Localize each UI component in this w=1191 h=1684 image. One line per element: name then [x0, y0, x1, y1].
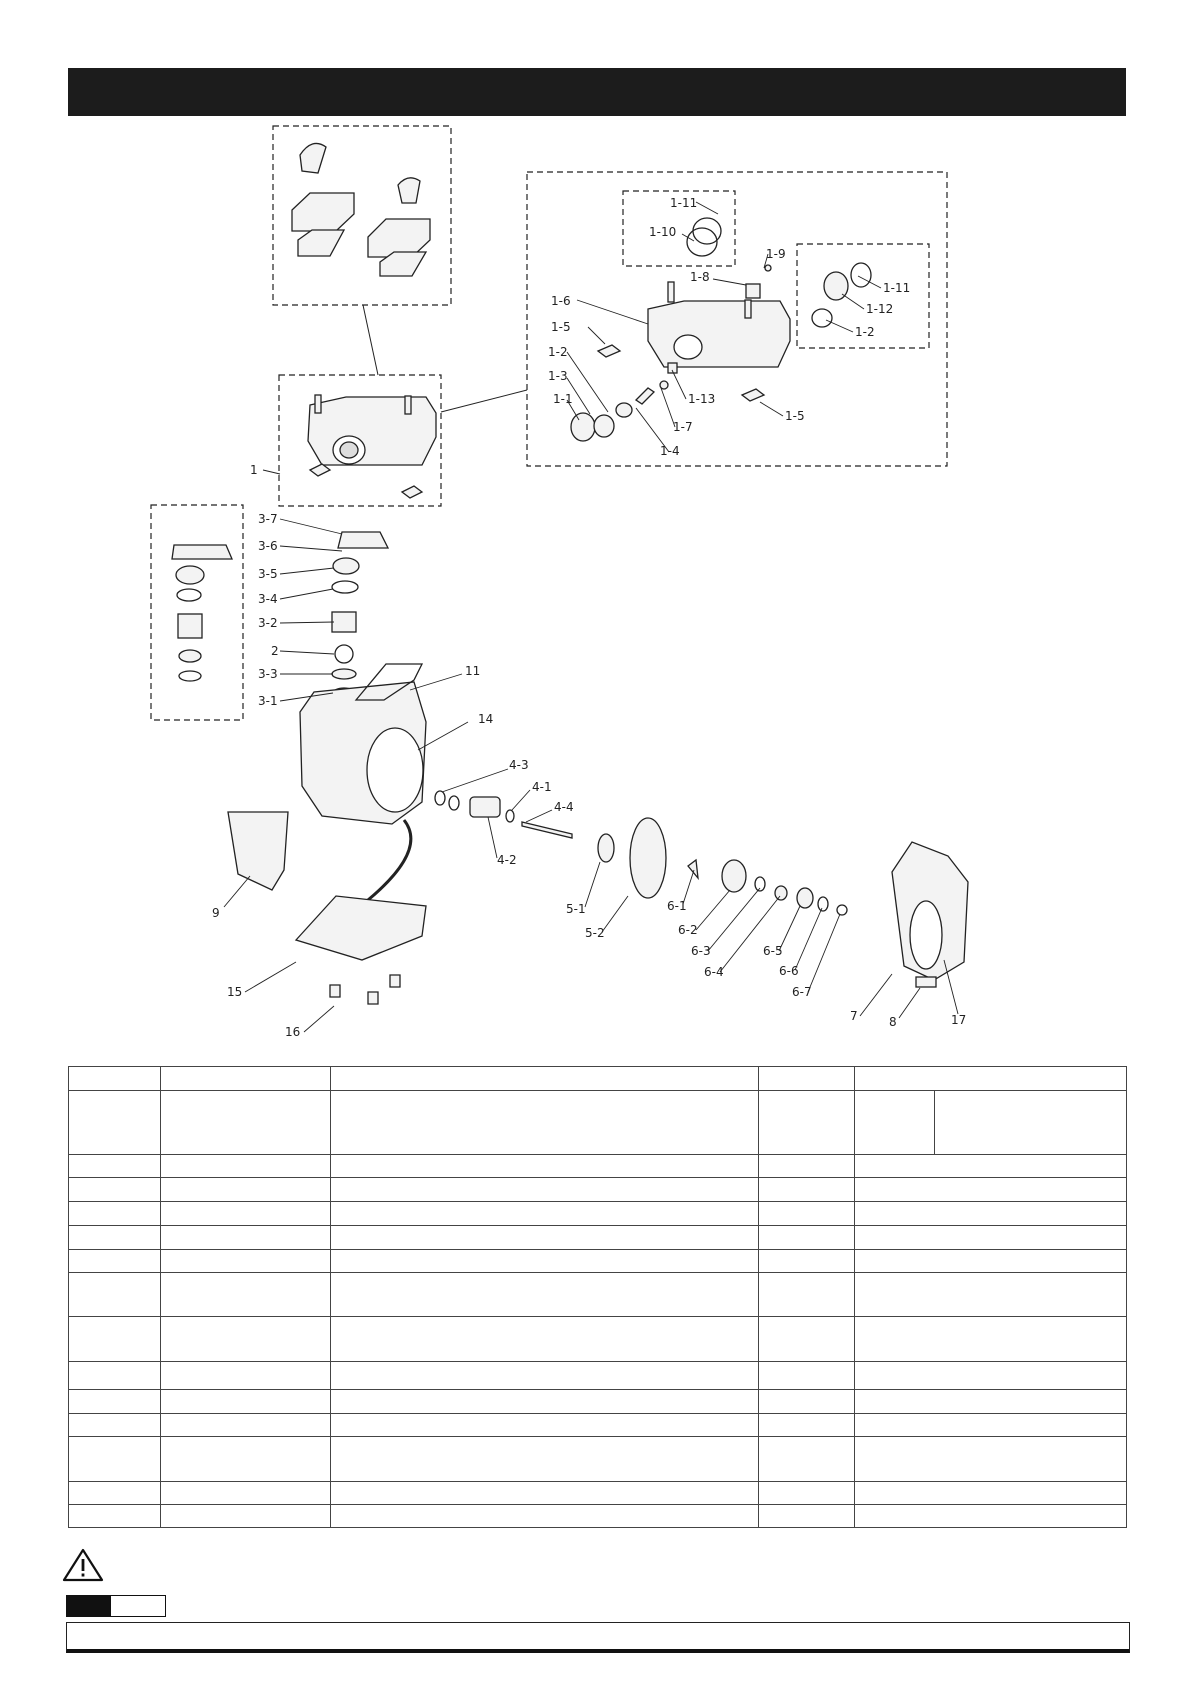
parts-table — [68, 1066, 1127, 1528]
cover — [892, 842, 968, 987]
callout: 16 — [285, 1025, 301, 1039]
callout: 6-5 — [763, 944, 783, 958]
callout: 6-6 — [779, 964, 799, 978]
callout: 4-1 — [532, 780, 552, 794]
callout: 3-4 — [258, 592, 278, 606]
table-row — [69, 1317, 1127, 1362]
callout: 1-12 — [866, 302, 894, 316]
valve-stack-box — [151, 505, 243, 720]
callout: 1-1 — [553, 392, 573, 406]
table-row — [69, 1482, 1127, 1505]
callout: 1-2 — [855, 325, 875, 339]
callout: 3-1 — [258, 694, 278, 708]
section-tab-dark — [66, 1595, 110, 1617]
callout: 1-10 — [649, 225, 677, 239]
callout: 11 — [465, 664, 481, 678]
table-row — [69, 1202, 1127, 1226]
callout: 3-7 — [258, 512, 278, 526]
callout: 1 — [250, 463, 258, 477]
callout: 3-2 — [258, 616, 278, 630]
callout: 7 — [850, 1009, 858, 1023]
table-row — [69, 1250, 1127, 1273]
callout: 6-7 — [792, 985, 812, 999]
manifold — [308, 395, 436, 498]
callout: 1-13 — [688, 392, 716, 406]
callout: 5-1 — [566, 902, 586, 916]
callout: 5-2 — [585, 926, 605, 940]
callout: 6-1 — [667, 899, 687, 913]
section-tab-light — [110, 1595, 166, 1617]
callout: 1-11 — [670, 196, 698, 210]
pump-body — [228, 664, 426, 1004]
callout: 9 — [212, 906, 220, 920]
callout: 3-6 — [258, 539, 278, 553]
callout: 1-11 — [883, 281, 911, 295]
callout: 15 — [227, 985, 243, 999]
callout: 3-5 — [258, 567, 278, 581]
callout: 3-3 — [258, 667, 278, 681]
table-row — [69, 1390, 1127, 1414]
warning-triangle-icon — [62, 1548, 104, 1582]
callout: 1-6 — [551, 294, 571, 308]
table-row — [69, 1362, 1127, 1390]
table-header-row — [69, 1067, 1127, 1091]
callout: 6-4 — [704, 965, 724, 979]
table-row — [69, 1178, 1127, 1202]
callout: 1-7 — [673, 420, 693, 434]
table-row — [69, 1437, 1127, 1482]
table-row — [69, 1273, 1127, 1317]
table-row — [69, 1155, 1127, 1178]
callout: 1-5 — [785, 409, 805, 423]
footer-note-box — [66, 1622, 1130, 1653]
table-row — [69, 1226, 1127, 1250]
callout: 1-5 — [551, 320, 571, 334]
callout: 4-3 — [509, 758, 529, 772]
callout: 2 — [271, 644, 279, 658]
callout: 4-4 — [554, 800, 574, 814]
table-row — [69, 1505, 1127, 1528]
callout: 4-2 — [497, 853, 517, 867]
callout: 1-2 — [548, 345, 568, 359]
callout: 8 — [889, 1015, 897, 1029]
callout: 1-9 — [766, 247, 786, 261]
manifold-detail — [571, 218, 871, 441]
callout: 6-3 — [691, 944, 711, 958]
valve-stack — [172, 532, 388, 698]
callout: 17 — [951, 1013, 967, 1027]
callout: 1-3 — [548, 369, 568, 383]
callout: 14 — [478, 712, 494, 726]
table-row — [69, 1414, 1127, 1437]
callout: 1-4 — [660, 444, 680, 458]
callout: 1-8 — [690, 270, 710, 284]
table-row — [69, 1091, 1127, 1155]
callout: 6-2 — [678, 923, 698, 937]
